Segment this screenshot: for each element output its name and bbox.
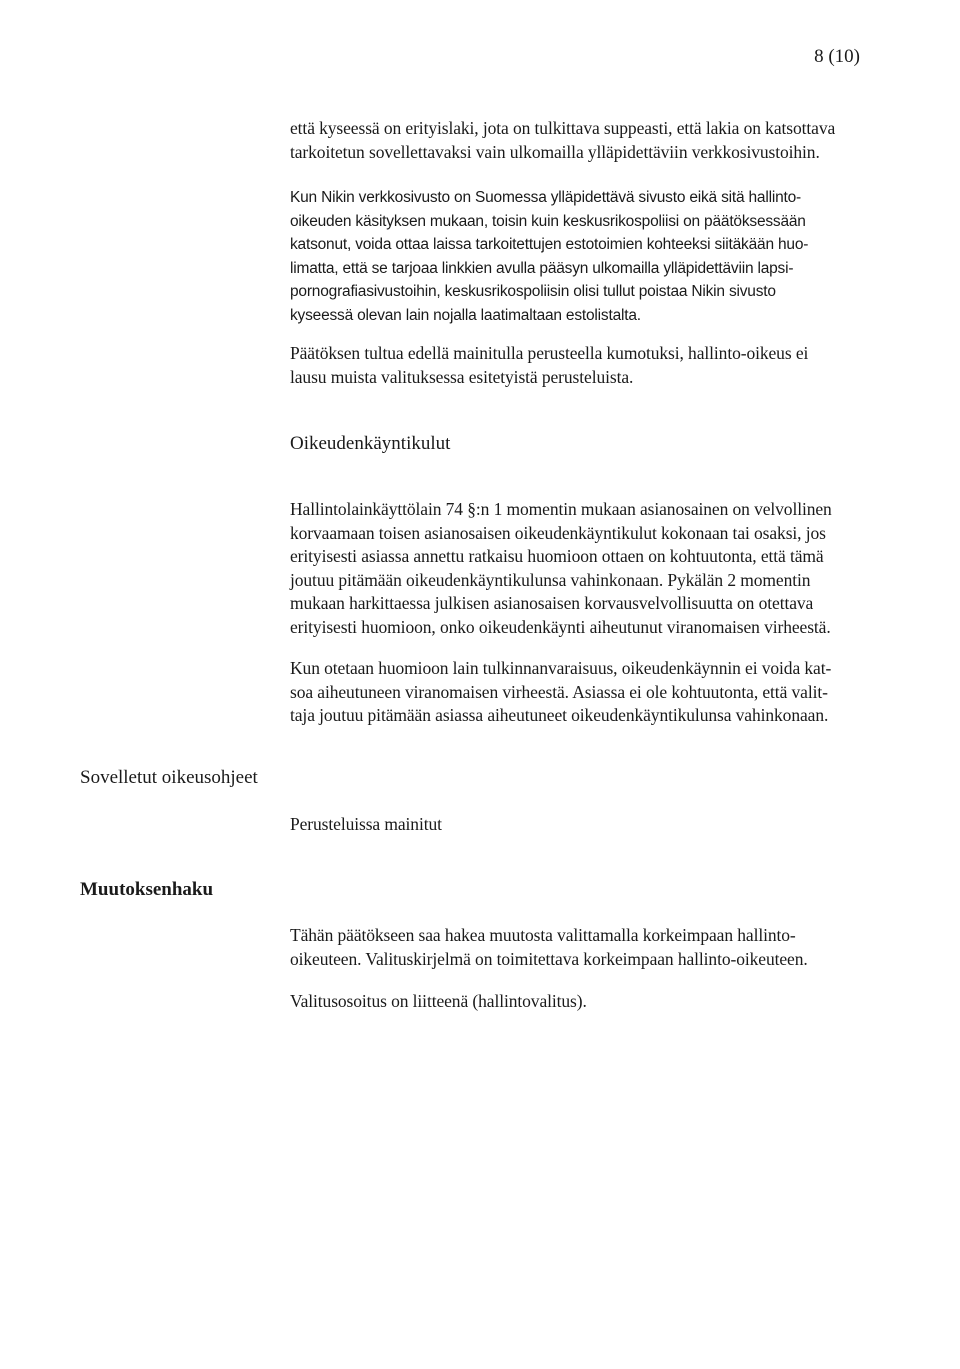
appeal-instructions: Tähän päätökseen saa hakea muutosta valittamalla korkeimpaan hallinto- oikeuteen. Valituskirjelmä on toimitettava korkeimpaan hallinto-oikeuteen. (290, 925, 808, 969)
page-number: 8 (10) (814, 46, 860, 67)
subheading-legal-costs: Oikeudenkäyntikulut (290, 433, 451, 454)
paragraph-cost-law: Hallintolainkäyttölain 74 §:n 1 momentin mukaan asianosainen on velvollinen korvaamaan toisen asianosaisen oikeudenkäyntikulut kokonaan tai osaksi, jos erityisesti asiassa annettu ratkaisu huomioon ottaen on kohtuutonta, että tämä joutuu pitämään oikeudenkäyntikulunsa vahinkonaan. Pykälän 2 momentin mukaan harkittaessa julkisen asianosaisen korvausvelvollisuutta on otettava erityisesti huomioon, onko oikeudenkäynti aiheutunut viranomaisen virheestä. (290, 499, 832, 637)
appeal-attachment-note: Valitusosoitus on liitteenä (hallintovalitus). (290, 991, 587, 1011)
heading-appeal: Muutoksenhaku (80, 879, 214, 900)
applied-rules-text: Perusteluissa mainitut (290, 814, 442, 834)
paragraph-decision-annulled: Päätöksen tultua edellä mainitulla perusteella kumotuksi, hallinto-oikeus ei lausu muista valituksessa esitetyistä perusteluista. (290, 343, 809, 387)
heading-applied-rules: Sovelletut oikeusohjeet (80, 767, 258, 788)
paragraph-special-law: että kyseessä on erityislaki, jota on tulkittava suppeasti, että lakia on katsottava tarkoitetun sovellettavaksi vain ulkomailla ylläpidettäviin verkkosivustoihin. (290, 118, 836, 162)
paragraph-niki-site: Kun Nikin verkkosivusto on Suomessa ylläpidettävä sivusto eikä sitä hallinto- oikeuden käsityksen mukaan, toisin kuin keskusrikospoliisi on päätöksessään katsonut, voida ottaa laissa tarkoitettujen estotoimien kohteeksi siitäkään huo- limatta, että se tarjoaa linkkien avulla pääsyn ulkomailla ylläpidettäviin lapsi- pornografiasivustoihin, keskusrikospoliisin olisi tullut poistaa Nikin sivusto kyseessä olevan lain nojalla laatimaltaan estolistalta. (290, 189, 809, 324)
paragraph-cost-decision: Kun otetaan huomioon lain tulkinnanvaraisuus, oikeudenkäynnin ei voida kat- soa aiheutuneen viranomaisen virheestä. Asiassa ei ole kohtuutonta, että valit- taja joutuu pitämään asiassa aiheutuneet oikeudenkäyntikulunsa vahinkonaan. (290, 658, 832, 725)
